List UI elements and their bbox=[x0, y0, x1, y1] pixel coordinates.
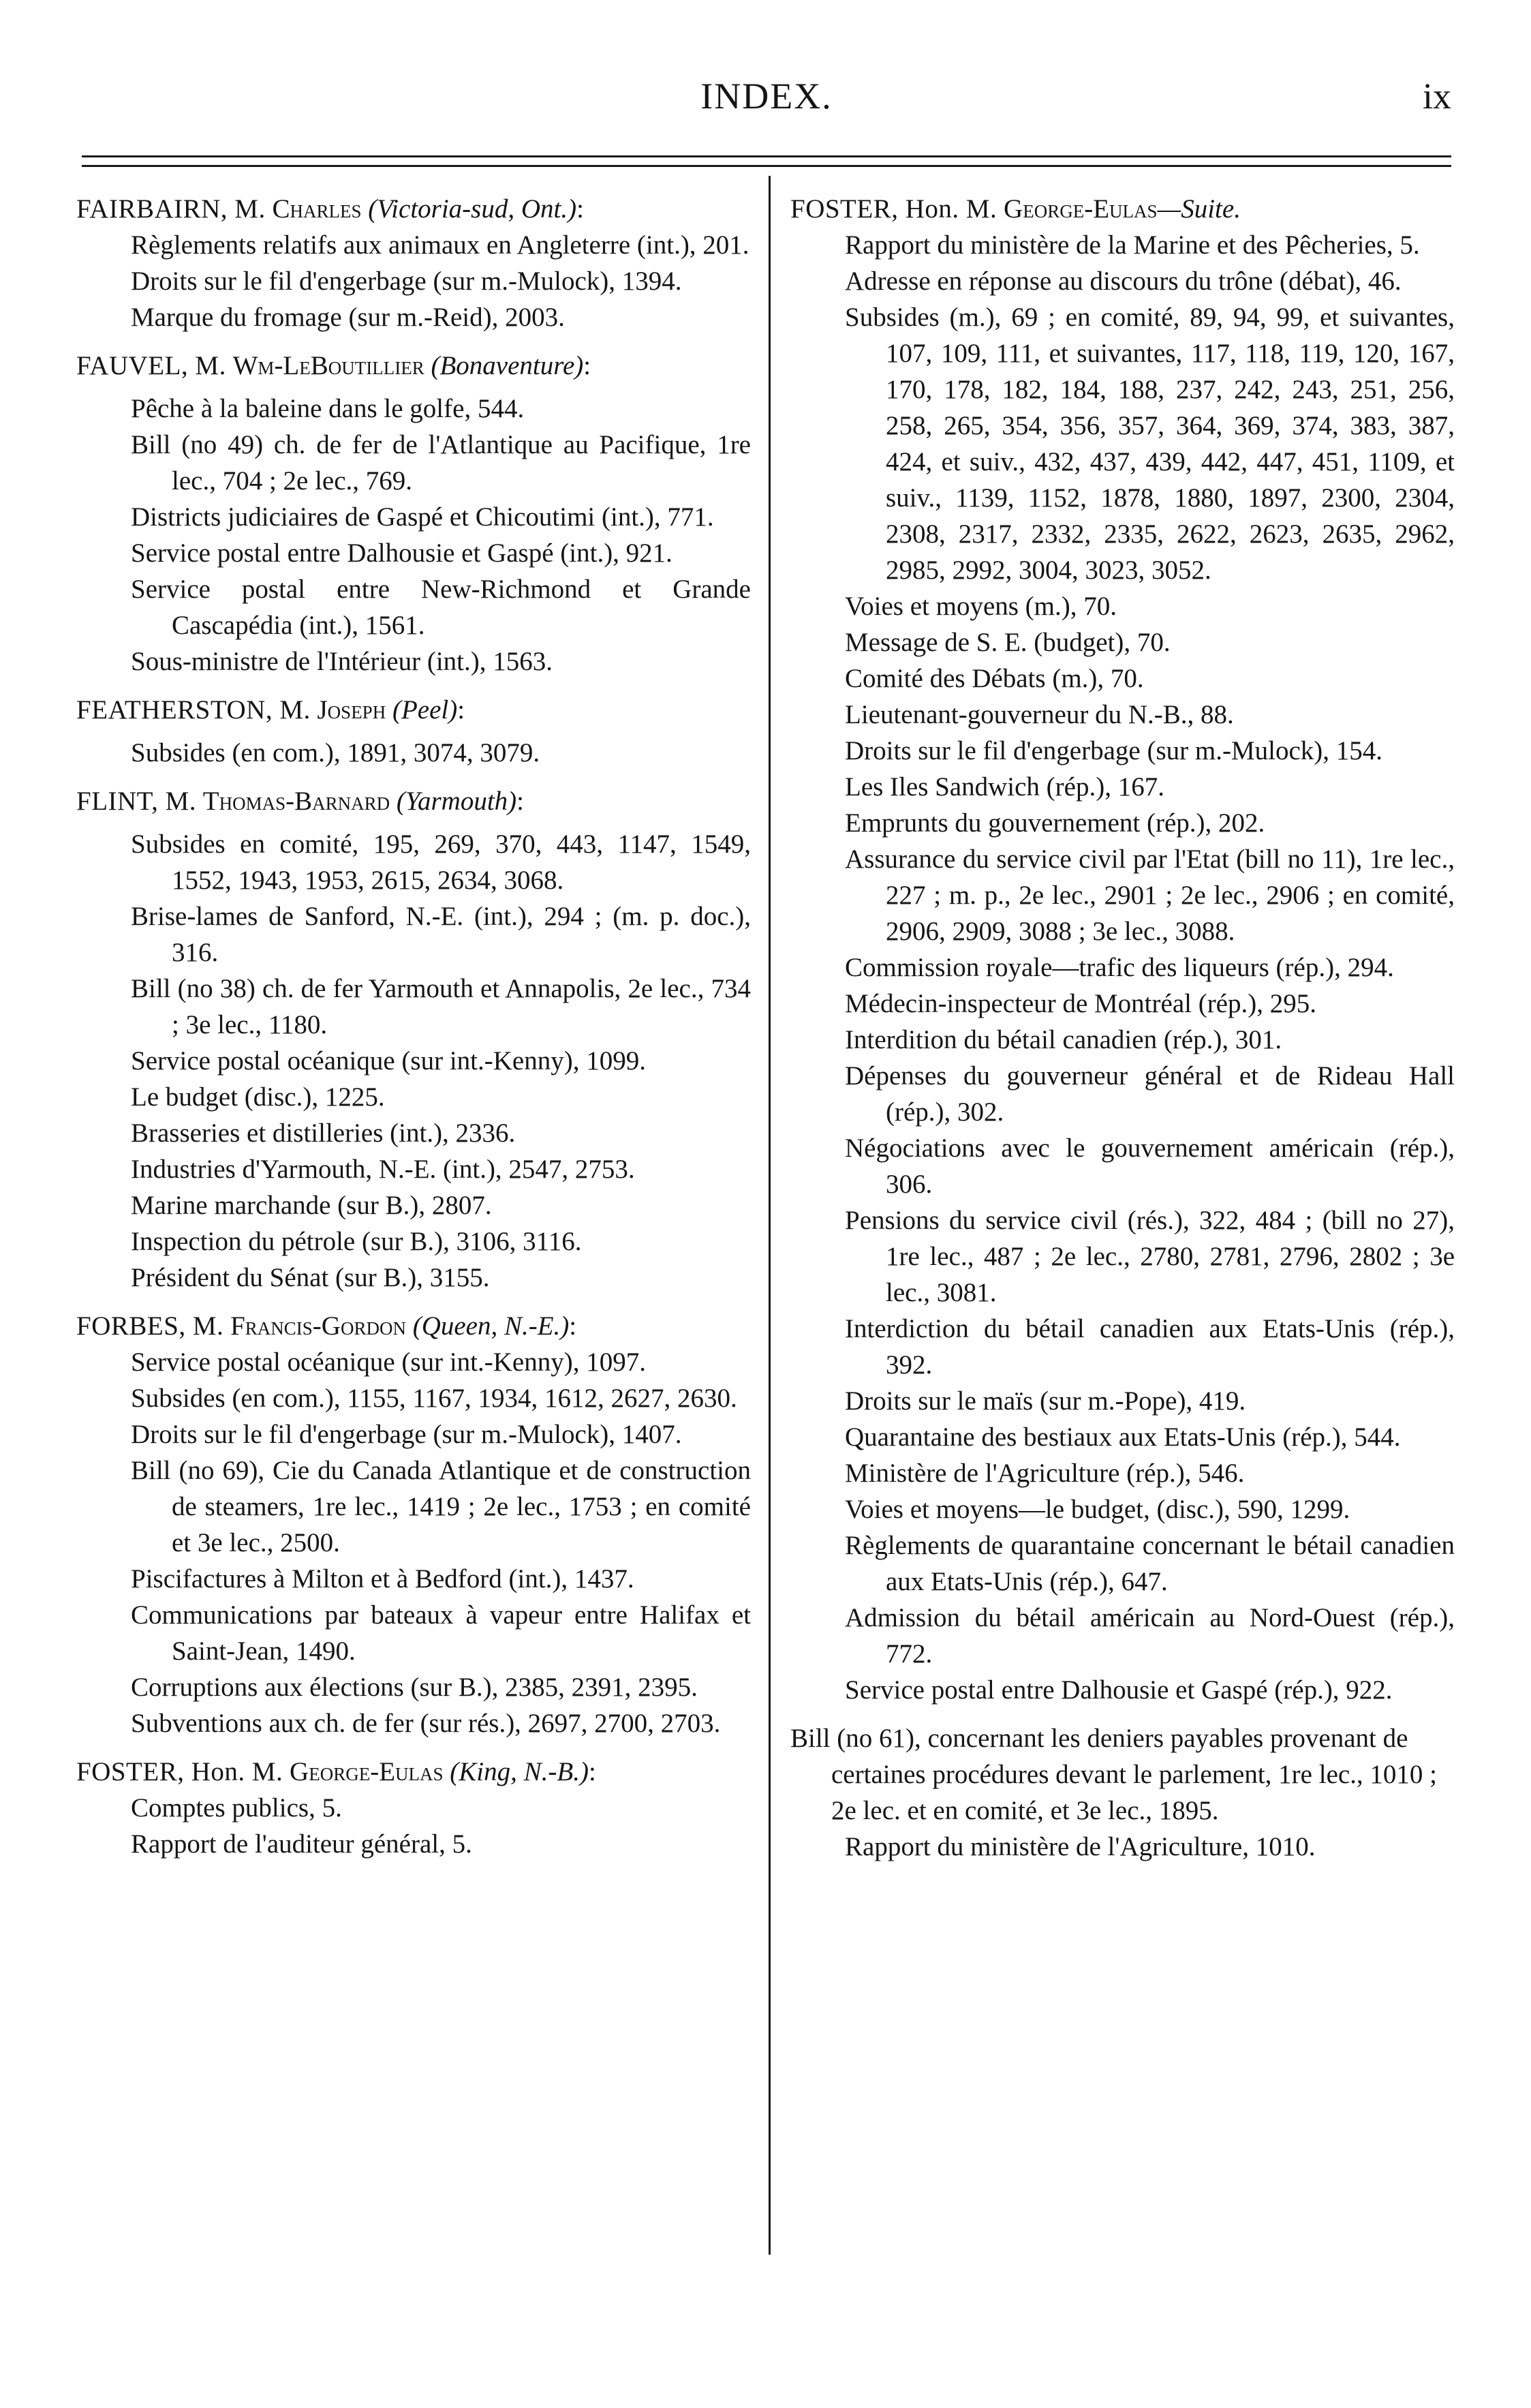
entry-item: Interdiction du bétail canadien aux Etats-Unis (rép.), 392. bbox=[845, 1314, 1455, 1380]
entry-item: Interdition du bétail canadien (rép.), 301. bbox=[845, 1025, 1282, 1054]
entry-heading: FORBES, M. Francis-Gordon (Queen, N.-E.): bbox=[76, 1311, 577, 1341]
entry-item: Président du Sénat (sur B.), 3155. bbox=[131, 1263, 490, 1292]
entry-bill-61 bbox=[790, 1720, 1455, 1865]
header-rule-bottom bbox=[82, 165, 1451, 167]
entry-item: Communications par bateaux à vapeur entre Halifax et Saint-Jean, 1490. bbox=[131, 1600, 751, 1666]
column-divider bbox=[769, 176, 771, 2255]
entry-item: Service postal océanique (sur int.-Kenny), 1097. bbox=[131, 1347, 646, 1377]
entry-item: Emprunts du gouvernement (rép.), 202. bbox=[845, 808, 1265, 838]
page-title: INDEX. bbox=[700, 76, 833, 117]
entry-heading: FAUVEL, M. Wm-LeBoutillier (Bonaventure): bbox=[76, 351, 591, 380]
entry-item: Ministère de l'Agriculture (rép.), 546. bbox=[845, 1459, 1245, 1488]
entry-item: Rapport du ministère de la Marine et des Pêcheries, 5. bbox=[845, 230, 1420, 260]
entry-foster bbox=[76, 1754, 751, 1862]
entry-item: Service postal entre New-Richmond et Grande Cascapédia (int.), 1561. bbox=[131, 575, 751, 640]
entry-item: Corruptions aux élections (sur B.), 2385, 2391, 2395. bbox=[131, 1673, 698, 1702]
entry-item: Comité des Débats (m.), 70. bbox=[845, 664, 1144, 693]
right-column bbox=[790, 191, 1455, 1865]
entry-heading: FLINT, M. Thomas-Barnard (Yarmouth): bbox=[76, 787, 524, 816]
entry-item: Bill (no 69), Cie du Canada Atlantique et de construction de steamers, 1re lec., 1419 ; 2e lec., 1753 ; en comité et 3e lec., 2500. bbox=[131, 1456, 751, 1557]
entry-item: Subsides (en com.), 1891, 3074, 3079. bbox=[131, 738, 540, 767]
entry-item: Voies et moyens—le budget, (disc.), 590, 1299. bbox=[845, 1495, 1350, 1524]
entry-item: Brasseries et distilleries (int.), 2336. bbox=[131, 1118, 516, 1148]
header-rule-top bbox=[82, 155, 1451, 157]
entry-item: Négociations avec le gouvernement américain (rép.), 306. bbox=[845, 1133, 1455, 1199]
entry-item: Subsides (m.), 69 ; en comité, 89, 94, 99, et suivantes, 107, 109, 111, et suivantes, 117, 118, 119, 120, 167, 170, 178, 182, 184, 188, 237, 242, 243, 251, 256, 258, 265, 354, 356, 357, 364, 369, 374, 383, 387, 424, et suiv., 432, 437, 439, 442, 447, 451, 1109, et suiv., 1139, 1152, 1878, 1880, 1897, 2300, 2304, 2308, 2317, 2332, 2335, 2622, 2623, 2635, 2962, 2985, 2992, 3004, 3023, 3052. bbox=[845, 303, 1455, 585]
entry-foster-continued bbox=[790, 191, 1455, 1708]
entry-item: Rapport de l'auditeur général, 5. bbox=[131, 1829, 472, 1859]
entry-item: Rapport du ministère de l'Agriculture, 1010. bbox=[845, 1832, 1316, 1861]
entry-item: Droits sur le fil d'engerbage (sur m.-Mulock), 1394. bbox=[131, 266, 682, 296]
entry-item: Bill (no 38) ch. de fer Yarmouth et Annapolis, 2e lec., 734 ; 3e lec., 1180. bbox=[131, 974, 751, 1039]
page-header bbox=[82, 75, 1451, 129]
entry-item: Médecin-inspecteur de Montréal (rép.), 295. bbox=[845, 989, 1316, 1018]
entry-item: Service postal entre Dalhousie et Gaspé (int.), 921. bbox=[131, 538, 672, 568]
entry-item: Dépenses du gouverneur général et de Rideau Hall (rép.), 302. bbox=[845, 1061, 1455, 1127]
entry-heading: FAIRBAIRN, M. Charles (Victoria-sud, Ont.): bbox=[76, 194, 584, 224]
entry-item: Inspection du pétrole (sur B.), 3106, 3116. bbox=[131, 1227, 582, 1256]
entry-item: Droits sur le fil d'engerbage (sur m.-Mulock), 1407. bbox=[131, 1420, 682, 1449]
entry-item: Pêche à la baleine dans le golfe, 544. bbox=[131, 394, 525, 423]
entry-item: Subventions aux ch. de fer (sur rés.), 2697, 2700, 2703. bbox=[131, 1709, 721, 1738]
entry-item: Pensions du service civil (rés.), 322, 484 ; (bill no 27), 1re lec., 487 ; 2e lec., 2780, 2781, 2796, 2802 ; 3e lec., 3081. bbox=[845, 1206, 1455, 1307]
entry-item: Service postal océanique (sur int.-Kenny), 1099. bbox=[131, 1046, 646, 1076]
entry-item: Droits sur le maïs (sur m.-Pope), 419. bbox=[845, 1386, 1246, 1416]
page-number: ix bbox=[1422, 76, 1451, 117]
entry-forbes bbox=[76, 1308, 751, 1741]
entry-item: Sous-ministre de l'Intérieur (int.), 1563. bbox=[131, 647, 553, 676]
entry-item: Règlements de quarantaine concernant le bétail canadien aux Etats-Unis (rép.), 647. bbox=[845, 1531, 1455, 1596]
entry-flint bbox=[76, 783, 751, 1296]
entry-item: Le budget (disc.), 1225. bbox=[131, 1082, 385, 1112]
entry-heading: FOSTER, Hon. M. George-Eulas—Suite. bbox=[790, 194, 1241, 224]
entry-heading: FOSTER, Hon. M. George-Eulas (King, N.-B.): bbox=[76, 1757, 596, 1786]
entry-heading: FEATHERSTON, M. Joseph (Peel): bbox=[76, 695, 465, 725]
entry-item: Subsides en comité, 195, 269, 370, 443, 1147, 1549, 1552, 1943, 1953, 2615, 2634, 3068. bbox=[131, 829, 751, 895]
entry-item: Quarantaine des bestiaux aux Etats-Unis (rép.), 544. bbox=[845, 1422, 1401, 1452]
entry-item: Bill (no 49) ch. de fer de l'Atlantique au Pacifique, 1re lec., 704 ; 2e lec., 769. bbox=[131, 430, 751, 496]
entry-item: Droits sur le fil d'engerbage (sur m.-Mulock), 154. bbox=[845, 736, 1383, 765]
entry-item: Comptes publics, 5. bbox=[131, 1793, 342, 1823]
entry-item: Service postal entre Dalhousie et Gaspé (rép.), 922. bbox=[845, 1675, 1393, 1705]
entry-item: Admission du bétail américain au Nord-Ouest (rép.), 772. bbox=[845, 1603, 1455, 1668]
entry-item: Les Iles Sandwich (rép.), 167. bbox=[845, 772, 1164, 802]
entry-featherston bbox=[76, 692, 751, 771]
entry-item: Industries d'Yarmouth, N.-E. (int.), 2547, 2753. bbox=[131, 1155, 635, 1184]
entry-item: Marine marchande (sur B.), 2807. bbox=[131, 1191, 492, 1220]
entry-item: Marque du fromage (sur m.-Reid), 2003. bbox=[131, 303, 565, 332]
entry-item: Message de S. E. (budget), 70. bbox=[845, 628, 1171, 657]
entry-item: Voies et moyens (m.), 70. bbox=[845, 592, 1117, 621]
entry-fauvel bbox=[76, 348, 751, 680]
entry-item: Subsides (en com.), 1155, 1167, 1934, 1612, 2627, 2630. bbox=[131, 1384, 737, 1413]
left-column bbox=[76, 191, 751, 1862]
entry-item: Commission royale—trafic des liqueurs (rép.), 294. bbox=[845, 953, 1394, 982]
entry-fairbairn bbox=[76, 191, 751, 335]
entry-heading: Bill (no 61), concernant les deniers payables provenant de certaines procédures devant le parlement, 1re lec., 1010 ; 2e lec. et en comité, et 3e lec., 1895. bbox=[790, 1724, 1438, 1825]
entry-item: Piscifactures à Milton et à Bedford (int.), 1437. bbox=[131, 1564, 634, 1594]
entry-item: Districts judiciaires de Gaspé et Chicoutimi (int.), 771. bbox=[131, 502, 714, 532]
entry-item: Adresse en réponse au discours du trône (débat), 46. bbox=[845, 266, 1402, 296]
entry-item: Brise-lames de Sanford, N.-E. (int.), 294 ; (m. p. doc.), 316. bbox=[131, 902, 751, 967]
entry-item: Lieutenant-gouverneur du N.-B., 88. bbox=[845, 700, 1234, 729]
entry-item: Assurance du service civil par l'Etat (bill no 11), 1re lec., 227 ; m. p., 2e lec., 2901 ; 2e lec., 2906 ; en comité, 2906, 2909, 3088 ; 3e lec., 3088. bbox=[845, 844, 1455, 946]
entry-item: Règlements relatifs aux animaux en Angleterre (int.), 201. bbox=[131, 230, 749, 260]
